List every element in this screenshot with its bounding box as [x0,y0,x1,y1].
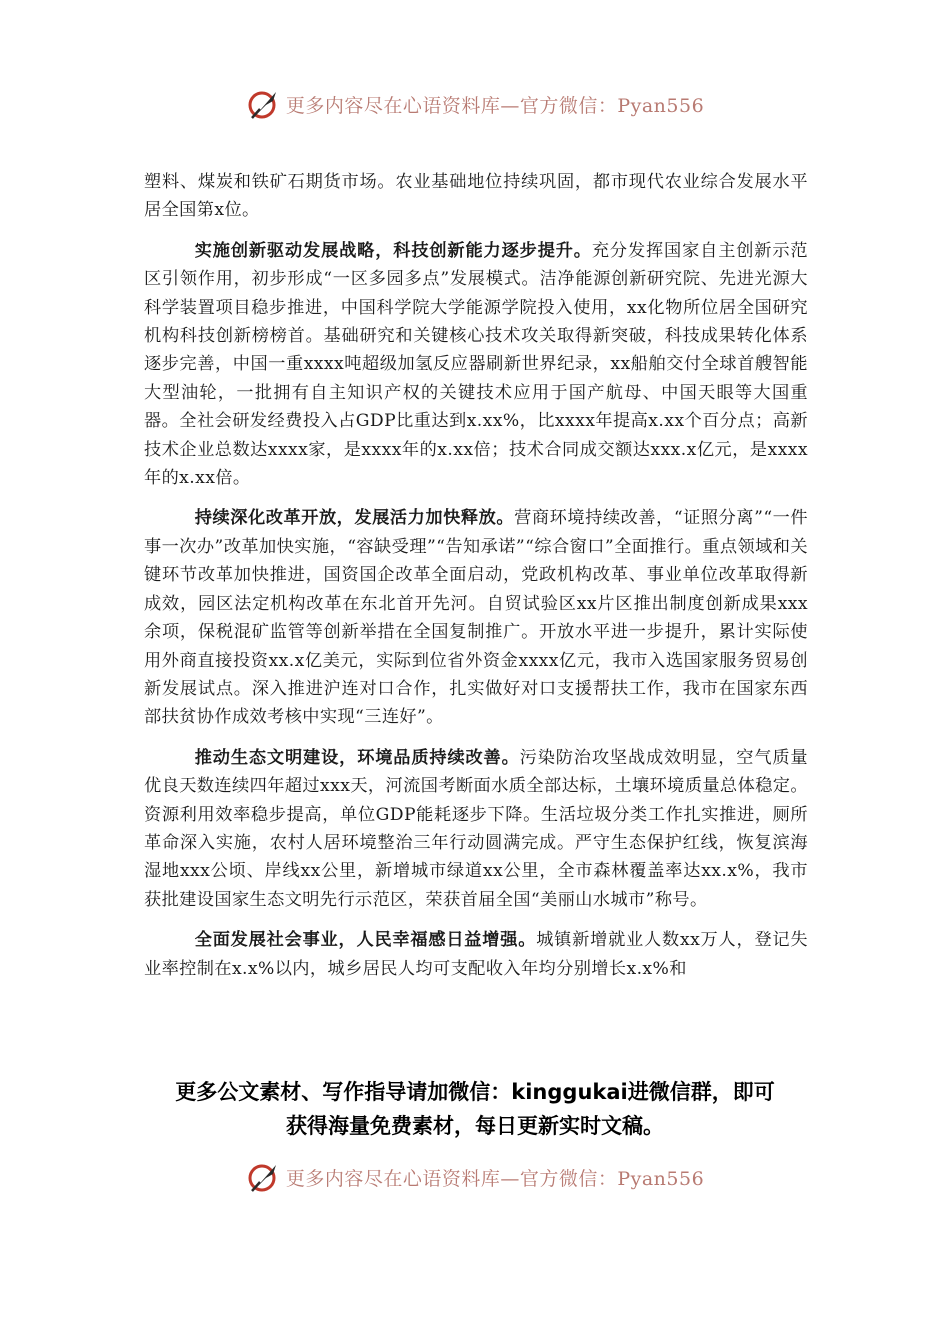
paragraph-reform [144,504,808,731]
promo-line-1: 更多公文素材、写作指导请加微信：kinggukai进微信群，即可 [175,1080,775,1104]
paragraph-lead: 全面发展社会事业，人民幸福感日益增强。 [194,930,537,951]
paragraph-body: 污染防治攻坚战成效明显，空气质量优良天数连续四年超过xxx天，河流国考断面水质全部达标，土壤环境质量总体稳定。资源利用效率稳步提高，单位GDP能耗逐步下降。生活垃圾分类工作扎实推进，厕所革命深入实施，农村人居环境整治三年行动圆满完成。严守生态保护红线，恢复滨海湿地xxx公顷、岸线xx公里，新增城市绿道xx公里，全市森林覆盖率达xx.x%，我市获批建设国家生态文明先行示范区，荣获首届全国“美丽山水城市”称号。 [144,747,809,910]
document-body [144,168,808,995]
paragraph-body: 营商环境持续改善，“证照分离”“一件事一次办”改革加快实施，“容缺受理”“告知承诺”“综合窗口”全面推行。重点领域和关键环节改革加快推进，国资国企改革全面启动，党政机构改革、事业单位改革取得新成效，园区法定机构改革在东北首开先河。自贸试验区xx片区推出制度创新成果xxx余项，保税混矿监管等创新举措在全国复制推广。开放水平进一步提升，累计实际使用外商直接投资xx.x亿美元，实际到位省外资金xxxx亿元，我市入选国家服务贸易创新发展试点。深入推进沪连对口合作，扎实做好对口支援帮扶工作，我市在国家东西部扶贫协作成效考核中实现“三连好”。 [144,508,808,728]
header-banner [0,82,950,126]
header-banner-text: 更多内容尽在心语资料库—官方微信：Pyan556 [285,94,705,117]
promo-notice [120,1075,830,1143]
promo-line-2: 获得海量免费素材，每日更新实时文稿。 [286,1114,664,1138]
paragraph-lead: 实施创新驱动发展战略，科技创新能力逐步提升。 [194,240,592,261]
quill-logo-icon [246,1159,282,1195]
paragraph-social [144,926,808,983]
footer-banner-text: 更多内容尽在心语资料库—官方微信：Pyan556 [285,1167,705,1190]
paragraph-continuation [144,168,808,225]
paragraph-body: 城镇新增就业人数xx万人，登记失业率控制在x.x%以内，城乡居民人均可支配收入年均分别增长x.x%和 [144,930,808,979]
paragraph-innovation [144,237,808,493]
footer-banner [0,1155,950,1199]
quill-logo-icon [246,86,282,122]
paragraph-lead: 持续深化改革开放，发展活力加快释放。 [194,508,515,529]
paragraph-body: 充分发挥国家自主创新示范区引领作用，初步形成“一区多园多点”发展模式。洁净能源创新研究院、先进光源大科学装置项目稳步推进，中国科学院大学能源学院投入使用，xx化物所位居全国研究机构科技创新榜榜首。基础研究和关键核心技术攻关取得新突破，科技成果转化体系逐步完善，中国一重xxxx吨超级加氢反应器刷新世界纪录，xx船舶交付全球首艘智能大型油轮，一批拥有自主知识产权的关键技术应用于国产航母、中国天眼等大国重器。全社会研发经费投入占GDP比重达到x.xx%，比xxxx年提高x.xx个百分点；高新技术企业总数达xxxx家，是xxxx年的x.xx倍；技术合同成交额达xxx.x亿元，是xxxx年的x.xx倍。 [144,240,808,489]
paragraph-body: 塑料、煤炭和铁矿石期货市场。农业基础地位持续巩固，都市现代农业综合发展水平居全国第x位。 [144,172,808,221]
paragraph-lead: 推动生态文明建设，环境品质持续改善。 [194,747,520,768]
paragraph-ecology [144,744,808,914]
